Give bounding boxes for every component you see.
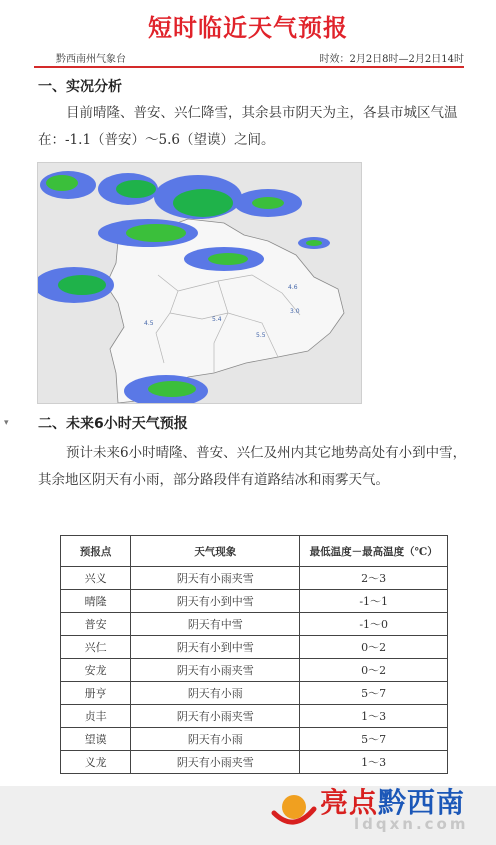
title-divider [34, 66, 464, 68]
section-heading-observation: 一、实况分析 [38, 79, 122, 95]
document-meta [34, 48, 464, 66]
observation-text: 目前晴隆、普安、兴仁降雪，其余县市阴天为主，各县市城区气温在：-1.1（普安）～5.6（望谟）之间。 [38, 105, 458, 148]
cell-temperature: 1～3 [300, 751, 448, 774]
brand-name-part2: 黔西南 [378, 786, 466, 819]
column-header-weather: 天气现象 [131, 536, 300, 567]
radar-map [37, 162, 362, 404]
table-row [61, 705, 448, 728]
cell-location: 册亨 [61, 682, 131, 705]
forecast-paragraph [38, 440, 468, 494]
brand-logo-icon [268, 783, 320, 835]
cell-weather: 阴天有小雨 [131, 682, 300, 705]
cell-temperature: 0～2 [300, 636, 448, 659]
map-label: 4.6 [288, 284, 298, 291]
table-row [61, 659, 448, 682]
cell-weather: 阴天有小到中雪 [131, 636, 300, 659]
forecast-text: 预计未来6小时晴隆、普安、兴仁及州内其它地势高处有小到中雪，其余地区阴天有小雨，部分路段伴有道路结冰和雨雾天气。 [38, 445, 467, 488]
cell-location: 普安 [61, 613, 131, 636]
issuer-name: 黔西南州气象台 [56, 54, 126, 65]
brand-url: ldqxn.com [354, 815, 469, 833]
cell-temperature: 0～2 [300, 659, 448, 682]
table-row [61, 728, 448, 751]
document-title: 短时临近天气预报 [148, 14, 348, 42]
table-header-row [61, 536, 448, 567]
cell-location: 兴义 [61, 567, 131, 590]
cell-weather: 阴天有小到中雪 [131, 590, 300, 613]
cell-temperature: 5～7 [300, 728, 448, 751]
table-row [61, 682, 448, 705]
cell-temperature: -1～1 [300, 590, 448, 613]
column-header-temperature: 最低温度－最高温度（℃） [300, 536, 448, 567]
table-row [61, 590, 448, 613]
section-heading-forecast: 二、未来6小时天气预报 [38, 416, 188, 432]
cell-weather: 阴天有中雪 [131, 613, 300, 636]
margin-marker-icon: ▾ [4, 418, 9, 428]
observation-paragraph [38, 100, 468, 154]
cell-temperature: 5～7 [300, 682, 448, 705]
radar-map-graphic [38, 163, 361, 403]
cell-weather: 阴天有小雨 [131, 728, 300, 751]
table-row [61, 636, 448, 659]
cell-weather: 阴天有小雨夹雪 [131, 705, 300, 728]
map-label: 3.0 [290, 308, 300, 315]
cell-location: 兴仁 [61, 636, 131, 659]
cell-weather: 阴天有小雨夹雪 [131, 567, 300, 590]
cell-location: 贞丰 [61, 705, 131, 728]
column-header-location: 预报点 [61, 536, 131, 567]
cell-temperature: -1～0 [300, 613, 448, 636]
map-label: 5.4 [212, 316, 222, 323]
cell-weather: 阴天有小雨夹雪 [131, 659, 300, 682]
cell-location: 义龙 [61, 751, 131, 774]
cell-location: 望谟 [61, 728, 131, 751]
table-row [61, 751, 448, 774]
map-label: 4.5 [144, 320, 154, 327]
valid-time: 时效：2月2日8时—2月2日14时 [319, 54, 464, 65]
cell-temperature: 1～3 [300, 705, 448, 728]
table-row [61, 613, 448, 636]
cell-location: 晴隆 [61, 590, 131, 613]
cell-location: 安龙 [61, 659, 131, 682]
table-row [61, 567, 448, 590]
cell-temperature: 2～3 [300, 567, 448, 590]
brand-name-part1: 亮点 [320, 786, 379, 819]
forecast-table [60, 535, 448, 774]
map-label: 5.5 [256, 332, 266, 339]
cell-weather: 阴天有小雨夹雪 [131, 751, 300, 774]
brand-watermark [268, 777, 493, 837]
